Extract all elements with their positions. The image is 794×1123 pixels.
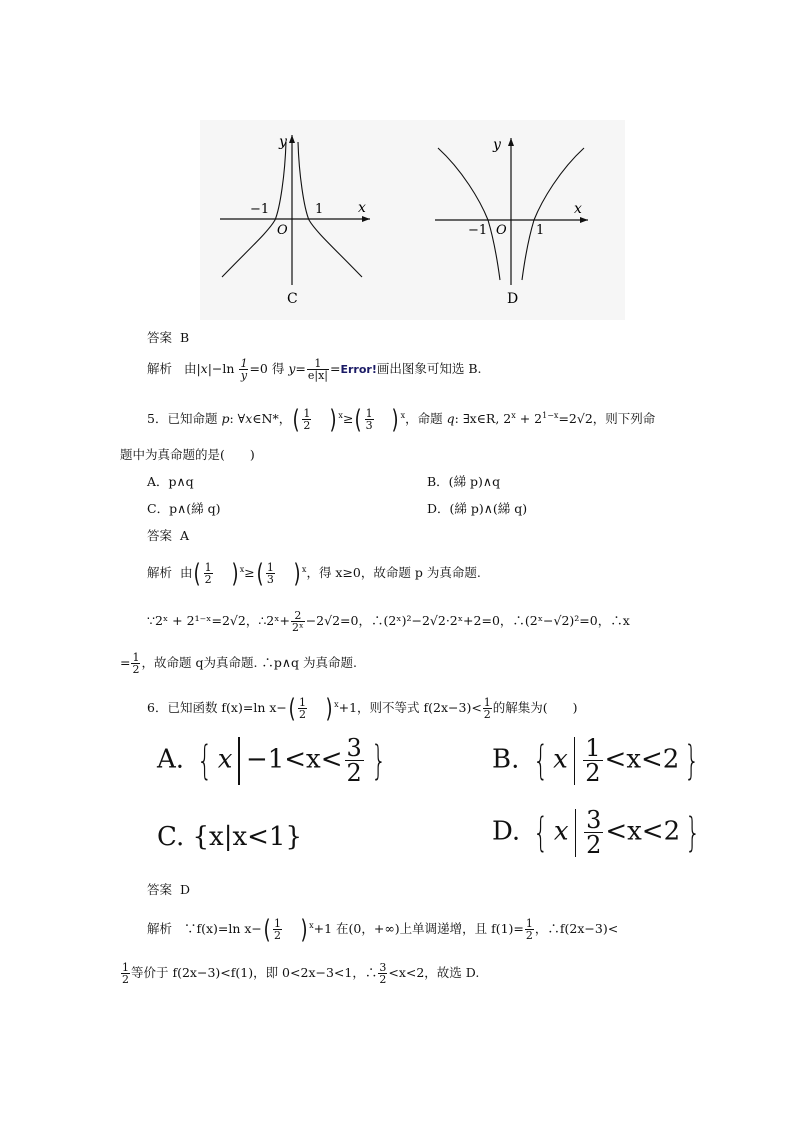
q6-analysis-line2: $\frac{1}{2}$ 等价于 f(2x−3)<f(1)，即 0<2x−3<1，∴ $\frac{3}{2}$ <x<2，故选 D. bbox=[122, 961, 480, 986]
q4-analysis-line: 解析 由|x|−ln $\frac{1}{y}$ =0 得 y= $\frac{1}{e|x|}$ =Error!画出图象可知选 B. bbox=[147, 357, 482, 382]
q5-option-c: C．p∧(綈 q) bbox=[147, 501, 221, 516]
q5-option-a: A．p∧q bbox=[147, 474, 194, 489]
graph-figure bbox=[200, 120, 625, 320]
q6-question-line: 6．已知函数 f(x)=ln x−( $\frac{1}{2}$ ) $^x$+1，则不等式 f(2x−3)< $\frac{1}{2}$ 的解集为( ) bbox=[147, 693, 578, 724]
q5-analysis-line2: ∵2ˣ + 2¹⁻ˣ=2√2，∴2ˣ+ $\frac{2}{\text{2ˣ}}$ −2√2=0，∴(2ˣ)²−2√2·2ˣ+2=0，∴(2ˣ−√2)²=0，∴x bbox=[147, 609, 630, 634]
fraction: $\frac{1}{2}$ bbox=[525, 917, 533, 943]
q5-question-line2: 题中为真命题的是( ) bbox=[120, 447, 255, 462]
graph-c-label: C bbox=[287, 291, 298, 307]
q6-option-c: C. {x|x<1} bbox=[157, 822, 302, 852]
fraction: $\frac{1}{2}$ bbox=[585, 734, 601, 787]
q5-analysis-line1: 解析 由( $\frac{1}{2}$ ) $^x$≥( $\frac{1}{3}$ ) $^x$，得 x≥0，故命题 p 为真命题. bbox=[147, 558, 481, 589]
fraction: $\frac{1}{y}$ bbox=[240, 357, 248, 382]
graph-d-label: D bbox=[507, 291, 519, 307]
fraction: $\frac{1}{3}$ bbox=[266, 561, 274, 587]
graph-c-tick-neg: −1 bbox=[250, 202, 270, 217]
analysis-label: 解析 bbox=[147, 361, 173, 376]
q6-analysis-line1: 解析 ∵f(x)=ln x−( $\frac{1}{2}$ ) $^x$+1 在(0，+∞)上单调递增，且 f(1)= $\frac{1}{2}$ ，∴f(2x−3)< bbox=[147, 914, 619, 945]
fraction: $\frac{1}{2}$ bbox=[483, 696, 491, 722]
fraction: $\frac{3}{2}$ bbox=[346, 734, 362, 787]
fraction: $\frac{3}{2}$ bbox=[379, 961, 387, 986]
graph-c-ylabel: y bbox=[279, 134, 287, 150]
q5-option-b: B．(綈 p)∧q bbox=[427, 474, 501, 489]
graph-d-tick-pos: 1 bbox=[536, 223, 545, 238]
q4-answer-line bbox=[147, 330, 189, 346]
graph-c-origin: O bbox=[277, 223, 288, 238]
fraction: $\frac{1}{e|x|}$ bbox=[307, 357, 328, 382]
graph-c-xlabel: x bbox=[358, 200, 366, 216]
fraction: $\frac{1}{2}$ bbox=[299, 696, 307, 722]
graph-c-tick-pos: 1 bbox=[315, 202, 324, 217]
answer-value: B bbox=[179, 330, 190, 345]
fraction: $\frac{1}{2}$ bbox=[204, 561, 212, 587]
fraction: $\frac{3}{2}$ bbox=[586, 806, 602, 859]
fraction: $\frac{1}{3}$ bbox=[365, 407, 373, 433]
q5-option-d: D．(綈 p)∧(綈 q) bbox=[427, 501, 528, 516]
answer-label: 答案 bbox=[147, 330, 173, 345]
q5-question-line1: 5．已知命题 p: ∀x∈N*，( $\frac{1}{2}$ ) $^x$≥( $\frac{1}{3}$ ) $^x$，命题 q: ∃x∈R, $2^x + 2^{1-x}=2√2$，则下列命 bbox=[147, 404, 656, 435]
q6-option-a: A. { x −1<x< $\frac{3}{2}$ } bbox=[157, 734, 387, 787]
fraction: $\frac{1}{2}$ bbox=[303, 407, 311, 433]
fraction: $\frac{2}{\text{2ˣ}}$ bbox=[292, 609, 304, 634]
graph-d-origin: O bbox=[496, 223, 507, 238]
graph-d-tick-neg: −1 bbox=[468, 223, 488, 238]
fraction: $\frac{1}{2}$ bbox=[274, 917, 282, 943]
graph-d-ylabel: y bbox=[493, 137, 501, 153]
fraction: $\frac{1}{2}$ bbox=[132, 651, 140, 676]
fraction: $\frac{1}{2}$ bbox=[122, 961, 129, 986]
error-text: Error! bbox=[340, 363, 377, 376]
q6-option-b: B. { x $\frac{1}{2}$ <x<2 } bbox=[492, 734, 700, 787]
graph-d-xlabel: x bbox=[574, 201, 582, 217]
q5-answer-line: 答案 A bbox=[147, 528, 189, 543]
q6-answer-line: 答案 D bbox=[147, 882, 190, 897]
q6-option-d: D. { x $\frac{3}{2}$ <x<2 } bbox=[492, 806, 701, 859]
q5-analysis-line3: = $\frac{1}{2}$ ，故命题 q为真命题. ∴p∧q 为真命题. bbox=[120, 651, 358, 676]
